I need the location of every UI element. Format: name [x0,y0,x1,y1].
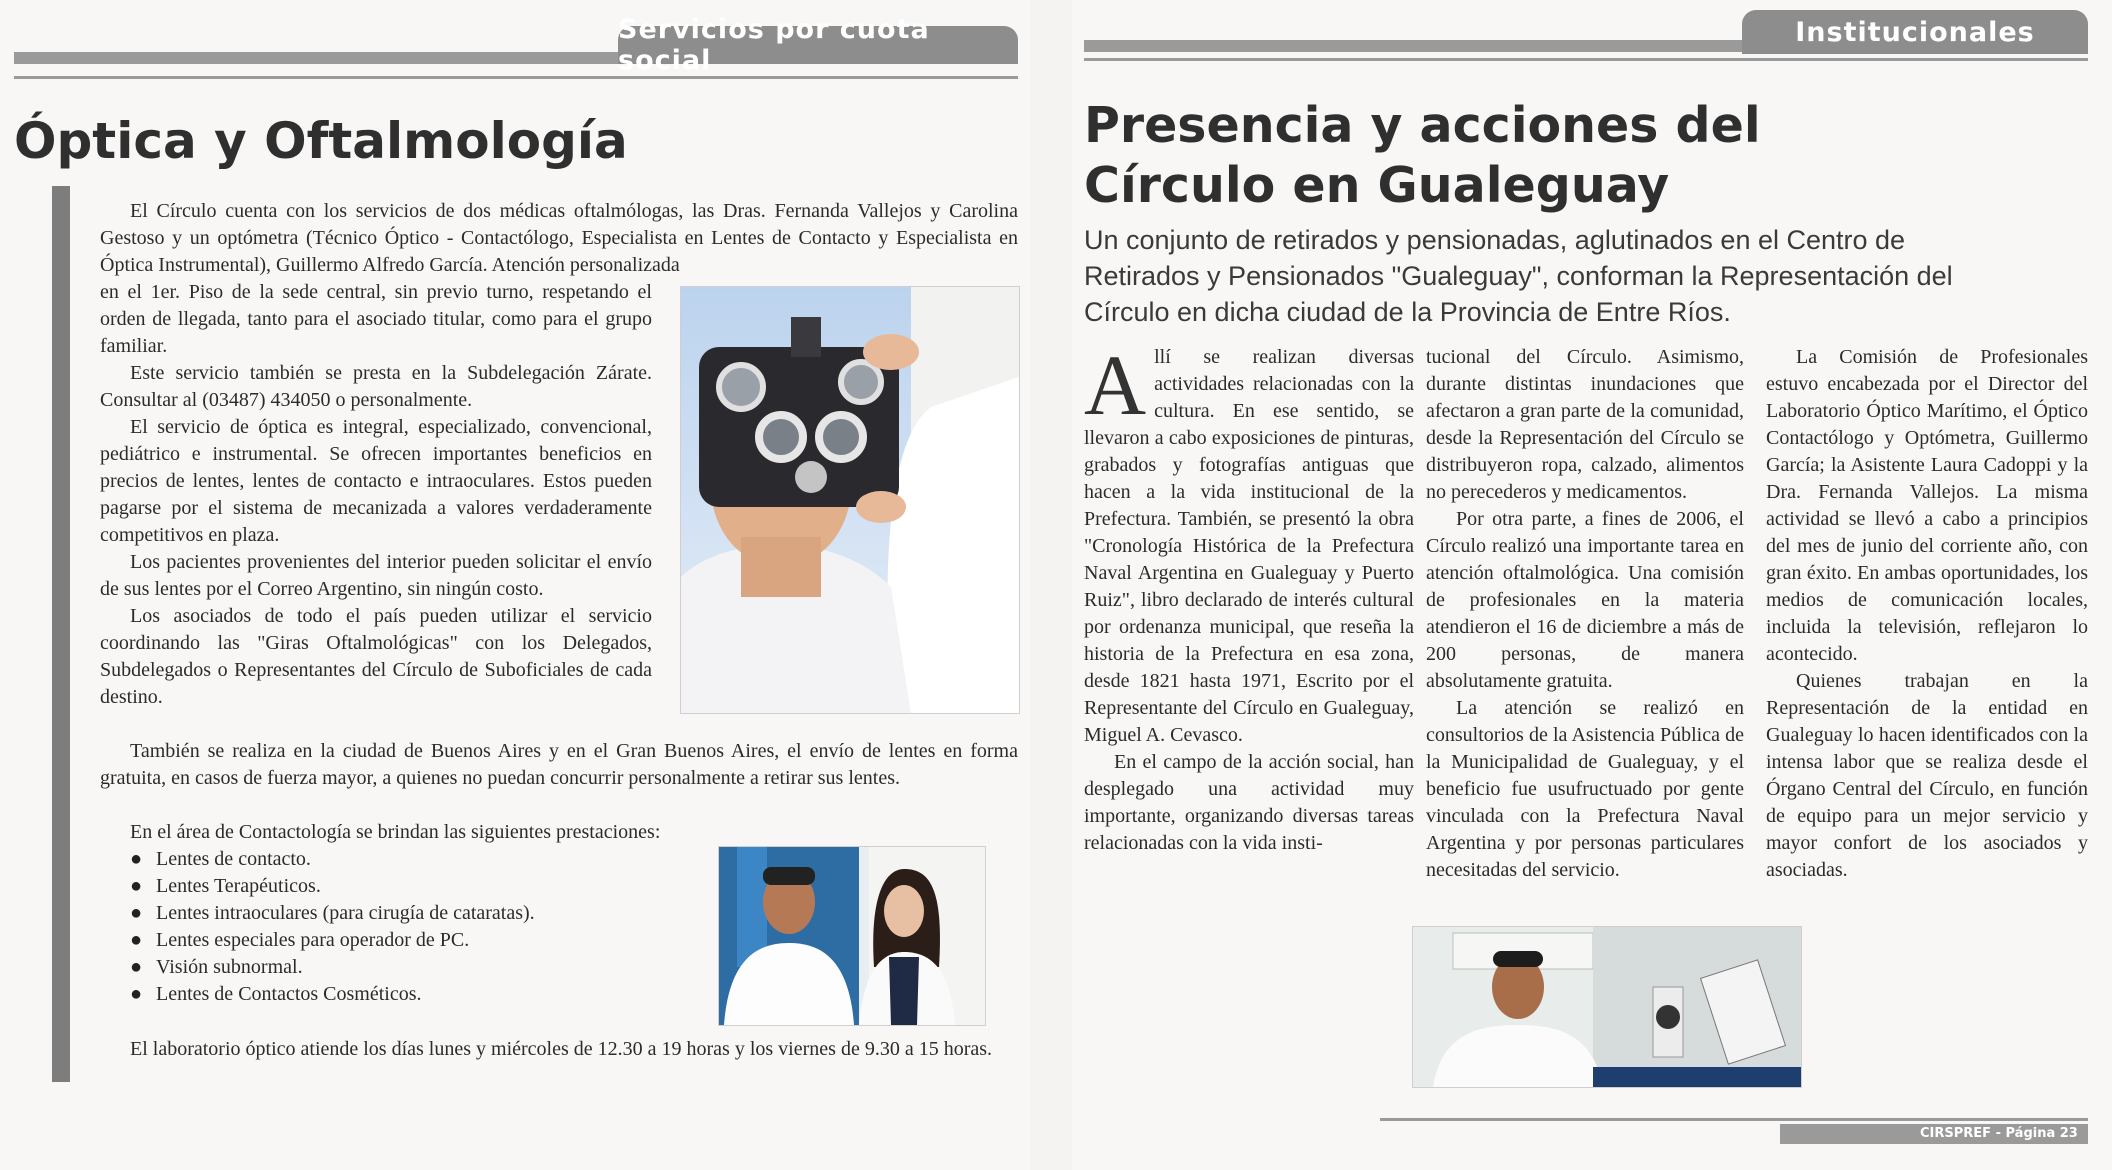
right-page [1072,0,2112,1170]
optometrist-photo [1412,926,1802,1088]
list-item: ● Lentes Terapéuticos. [130,873,720,900]
col3-p2: Quienes trabajan en la Representación de la entidad en Gualeguay lo hacen identificados con la intensa labor que se realiza desde el Órgano Central del Círculo, en función de equipo para un mejor servicio y mayor confort de los asociados y asociadas. [1766,670,2088,881]
intro-paragraph [100,198,1018,279]
closing-text: El laboratorio óptico atiende los días lunes y miércoles de 12.30 a 19 horas y los viernes de 9.30 a 15 horas. [130,1038,993,1060]
p6-block [100,738,1018,792]
intro-text: El Círculo cuenta con los servicios de dos médicas oftalmólogas, las Dras. Fernanda Vallejos y Carolina Gestoso y un optómetra (Técnico Óptico - Contactólogo, Especialista en Lentes de Contacto y Especialista en Óptica Instrumental), Guillermo Alfredo García. Atención personalizada [100,200,1018,276]
right-section-rule [1084,58,2088,61]
col3-p1: La Comisión de Profesionales estuvo encabezada por el Director del Laboratorio Óptico Marítimo, el Óptico Contactólogo y Optómetra, Guillermo García; la Asistente Laura Cadoppi y la Dra. Fernanda Vallejos. La misma actividad se llevó a cabo a principios del mes de junio del corriente año, con gran éxito. En ambas oportunidades, los medios de comunicación locales, incluida la televisión, reflejaron lo acontecido. [1766,346,2088,665]
column-1 [1084,337,1414,857]
phoropter-photo [680,286,1020,714]
p1-cont: en el 1er. Piso de la sede central, sin previo turno, respetando el orden de llegada, tanto para el asociado titular, como para el grupo familiar. [100,281,652,357]
services-block [100,819,720,1008]
left-page [0,0,1030,1170]
list-item: ● Lentes especiales para operador de PC. [130,927,720,954]
left-column-text [100,279,652,711]
closing-block [100,1036,1018,1063]
drop-cap: A [1084,337,1147,433]
headline-line1: Presencia y acciones del [1084,97,1761,154]
column-2 [1426,344,1744,884]
p2: Este servicio también se presta en la Subdelegación Zárate. Consultar al (03487) 434050 o personalmente. [100,362,652,411]
p4: Los pacientes provenientes del interior pueden solicitar el envío de sus lentes por el Correo Argentino, sin ningún costo. [100,551,652,600]
left-section-rule [14,76,1018,79]
list-item: ● Lentes de Contactos Cosméticos. [130,981,720,1008]
list-item: ● Visión subnormal. [130,954,720,981]
p6: También se realiza en la ciudad de Buenos Aires y en el Gran Buenos Aires, el envío de lentes en forma gratuita, en casos de fuerza mayor, a quienes no puedan concurrir personalmente a retirar sus lentes. [100,740,1018,789]
optical-staff-photo [718,846,986,1026]
right-headline [1084,96,1761,216]
right-section-tab: Institucionales [1742,10,2088,54]
col1-p2: En el campo de la acción social, han desplegado una actividad muy importante, organizando diversas tareas relacionadas con la vida insti- [1084,751,1414,854]
list-item: ● Lentes de contacto. [130,846,720,873]
services-list [100,846,720,1008]
column-3 [1766,344,2088,884]
left-section-tab: Servicios por cuota social [618,26,1018,64]
col2-p1: tucional del Círculo. Asimismo, durante distintas inundaciones que afectaron a gran parte de la comunidad, desde la Representación del Círculo se distribuyeron ropa, calzado, alimentos no perecederos y medicamentos. [1426,346,1744,503]
footer-page-number: CIRSPREF - Página 23 [1920,1126,2078,1141]
footer-rule [1380,1118,2088,1121]
left-vertical-rule [52,186,70,1082]
right-subhead: Un conjunto de retirados y pensionadas, aglutinados en el Centro de Retirados y Pensionados "Gualeguay", conforman la Representación del Círculo en dicha ciudad de la Provincia de Entre Ríos. [1084,225,1953,327]
left-headline: Óptica y Oftalmología [14,112,628,170]
col2-p3: La atención se realizó en consultorios de la Asistencia Pública de la Municipalidad de Gualeguay, y el beneficio fue usufructuado por gente vinculada con la Prefectura Naval Argentina y por personas particulares necesitadas del servicio. [1426,697,1744,881]
list-intro: En el área de Contactología se brindan las siguientes prestaciones: [130,821,661,843]
col1-p1 [1084,337,1414,749]
p5: Los asociados de todo el país pueden utilizar el servicio coordinando las "Giras Oftalmológicas" con los Delegados, Subdelegados o Representantes del Círculo de Suboficiales de cada destino. [100,605,652,708]
col1-p1-text: llí se realizan diversas actividades relacionadas con la cultura. En ese sentido, se llevaron a cabo exposiciones de pinturas, grabados y fotografías antiguas que hacen a la vida institucional de la Prefectura. También, se presentó la obra "Cronología Histórica de la Prefectura Naval Argentina en Gualeguay y Puerto Ruiz", libro declarado de interés cultural por ordenanza municipal, que reseña la historia de la Prefectura en esa zona, desde 1821 hasta 1971, Escrito por el Representante del Círculo en Gualeguay, Miguel A. Cevasco. [1084,346,1414,746]
list-item: ● Lentes intraoculares (para cirugía de cataratas). [130,900,720,927]
col2-p2: Por otra parte, a fines de 2006, el Círculo realizó una importante tarea en atención oftalmológica. Una comisión de profesionales en la materia atendieron el 16 de diciembre a más de 200 personas, de manera absolutamente gratuita. [1426,508,1744,692]
p3: El servicio de óptica es integral, especializado, convencional, pediátrico e instrumental. Se ofrecen importantes beneficios en precios de lentes, lentes de contacto e intraoculares. Estos pueden pagarse por el sistema de mecanizada a valores verdaderamente competitivos en plaza. [100,416,652,546]
headline-line2: Círculo en Gualeguay [1084,157,1670,214]
